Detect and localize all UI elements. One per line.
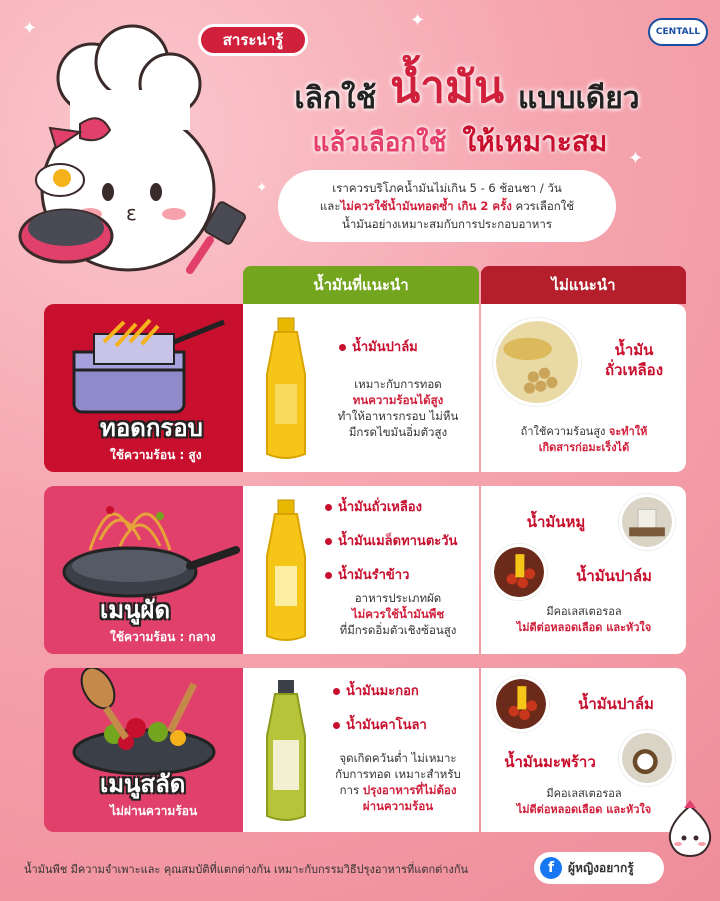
olive-oil-bottle-icon bbox=[261, 676, 311, 826]
not-recommended-cell bbox=[481, 304, 686, 472]
palm-fruit-photo-icon bbox=[493, 676, 549, 732]
intro-line: เราควรบริโภคน้ำมันไม่เกิน 5 - 6 ช้อนชา / วัน bbox=[332, 181, 562, 195]
not-recommended-oil-name: น้ำมันปาล์ม bbox=[576, 567, 652, 585]
footer-note: น้ำมันพืช มีความจำเพาะและ คุณสมบัติที่แตกต่างกัน เหมาะกับกรรมวิธีปรุงอาหารที่แตกต่างกัน bbox=[24, 863, 469, 876]
sparkle-icon: ✦ bbox=[628, 148, 644, 169]
oil-name: น้ำมันมะกอก bbox=[333, 680, 419, 701]
row-label-box bbox=[44, 668, 243, 832]
lard-photo-icon bbox=[619, 494, 675, 550]
row-stir-fry bbox=[44, 486, 686, 654]
fryer-icon bbox=[54, 312, 234, 422]
not-recommended-oil-name: น้ำมันหมู bbox=[526, 513, 586, 531]
intro-text: และ bbox=[319, 199, 341, 213]
oil-name: น้ำมันเมล็ดทานตะวัน bbox=[325, 530, 457, 551]
intro-line bbox=[292, 197, 602, 215]
oil-name: น้ำมันปาล์ม bbox=[339, 336, 418, 357]
recommended-cell bbox=[243, 668, 479, 832]
sparkle-icon: ✦ bbox=[256, 180, 268, 196]
svg-text:ε: ε bbox=[126, 201, 137, 225]
palm-oil-bottle-icon bbox=[261, 314, 311, 464]
row-label-box bbox=[44, 304, 243, 472]
coconut-photo-icon bbox=[619, 730, 675, 786]
not-recommended-oil-name: น้ำมันปาล์ม bbox=[578, 695, 654, 713]
row-deep-fry bbox=[44, 304, 686, 472]
oil-name: น้ำมันถั่วเหลือง bbox=[325, 496, 422, 517]
row-heat-level: ใช้ความร้อน : สูง bbox=[110, 448, 202, 462]
wok-icon bbox=[50, 490, 240, 605]
recommended-cell bbox=[243, 304, 479, 472]
facebook-icon: f bbox=[540, 857, 562, 879]
not-recommended-cell bbox=[481, 486, 686, 654]
headline-word: เลิกใช้ bbox=[294, 81, 377, 116]
headline-highlight: น้ำมัน bbox=[390, 62, 505, 113]
headline-word: แบบเดียว bbox=[518, 81, 640, 116]
oil-name: น้ำมันคาโนลา bbox=[333, 714, 427, 735]
intro-highlight: ไม่ควรใช้น้ำมันทอดซ้ำ เกิน 2 ครั้ง bbox=[340, 199, 512, 213]
intro-bubble bbox=[278, 170, 616, 242]
not-recommended-cell bbox=[481, 668, 686, 832]
palm-fruit-photo-icon bbox=[491, 544, 547, 600]
soybean-photo-icon bbox=[493, 318, 581, 406]
oil-name: น้ำมันรำข้าว bbox=[325, 564, 409, 585]
row-heat-level: ไม่ผ่านความร้อน bbox=[110, 804, 198, 818]
row-label: เมนูผัด bbox=[100, 596, 171, 624]
column-header-not-recommended: ไม่แนะนำ bbox=[481, 266, 686, 304]
sparkle-icon: ✦ bbox=[410, 10, 426, 31]
not-recommended-description: มีคอเลสเตอรอล ไม่ดีต่อหลอดเลือด และหัวใจ bbox=[516, 787, 652, 816]
vegetable-oil-bottle-icon bbox=[261, 496, 311, 646]
chef-mascot-illustration bbox=[10, 20, 250, 280]
row-label: เมนูสลัด bbox=[100, 770, 186, 798]
not-recommended-description: ถ้าใช้ความร้อนสูง จะทำให้ เกิดสารก่อมะเร็งได้ bbox=[520, 425, 648, 454]
headline-line-1 bbox=[232, 46, 702, 122]
recommended-cell bbox=[243, 486, 479, 654]
headline-word: ให้เหมาะสม bbox=[462, 125, 608, 158]
not-recommended-oil-name: น้ำมัน ถั่วเหลือง bbox=[604, 341, 664, 379]
not-recommended-description: มีคอเลสเตอรอล ไม่ดีต่อหลอดเลือด และหัวใจ bbox=[516, 605, 652, 634]
sparkle-icon: ✦ bbox=[22, 18, 38, 39]
row-label: ทอดกรอบ bbox=[100, 414, 203, 442]
recommended-description: จุดเกิดควันต่ำ ไม่เหมาะ กับการทอด เหมาะสำหรับ การ ปรุงอาหารที่ไม่ต้อง ผ่านความร้อน bbox=[335, 751, 461, 813]
column-header-recommended: น้ำมันที่แนะนำ bbox=[243, 266, 479, 304]
intro-text: ควรเลือกใช้ bbox=[511, 199, 575, 213]
facebook-page-name: ผู้หญิงอยากรู้ bbox=[568, 860, 634, 875]
recommended-description: เหมาะกับการทอด ทนความร้อนได้สูง ทำให้อาหารกรอบ ไม่หืน มีกรดไขมันอิ่มตัวสูง bbox=[337, 377, 459, 439]
brand-logo: CENTALL bbox=[648, 18, 708, 46]
recommended-description: อาหารประเภทผัด ไม่ควรใช้น้ำมันพืช ที่มีกรดอิ่มตัวเชิงซ้อนสูง bbox=[339, 591, 457, 637]
topic-tag: สาระน่ารู้ bbox=[198, 24, 308, 56]
intro-line: น้ำมันอย่างเหมาะสมกับการประกอบอาหาร bbox=[341, 217, 553, 231]
row-heat-level: ใช้ความร้อน : กลาง bbox=[110, 630, 216, 644]
row-salad bbox=[44, 668, 686, 832]
headline-line-2 bbox=[250, 120, 670, 164]
not-recommended-oil-name: น้ำมันมะพร้าว bbox=[504, 753, 596, 771]
row-label-box bbox=[44, 486, 243, 654]
facebook-page-link[interactable] bbox=[534, 852, 664, 884]
headline-word: แล้วเลือกใช้ bbox=[312, 127, 447, 158]
onion-mascot-illustration bbox=[662, 800, 718, 860]
